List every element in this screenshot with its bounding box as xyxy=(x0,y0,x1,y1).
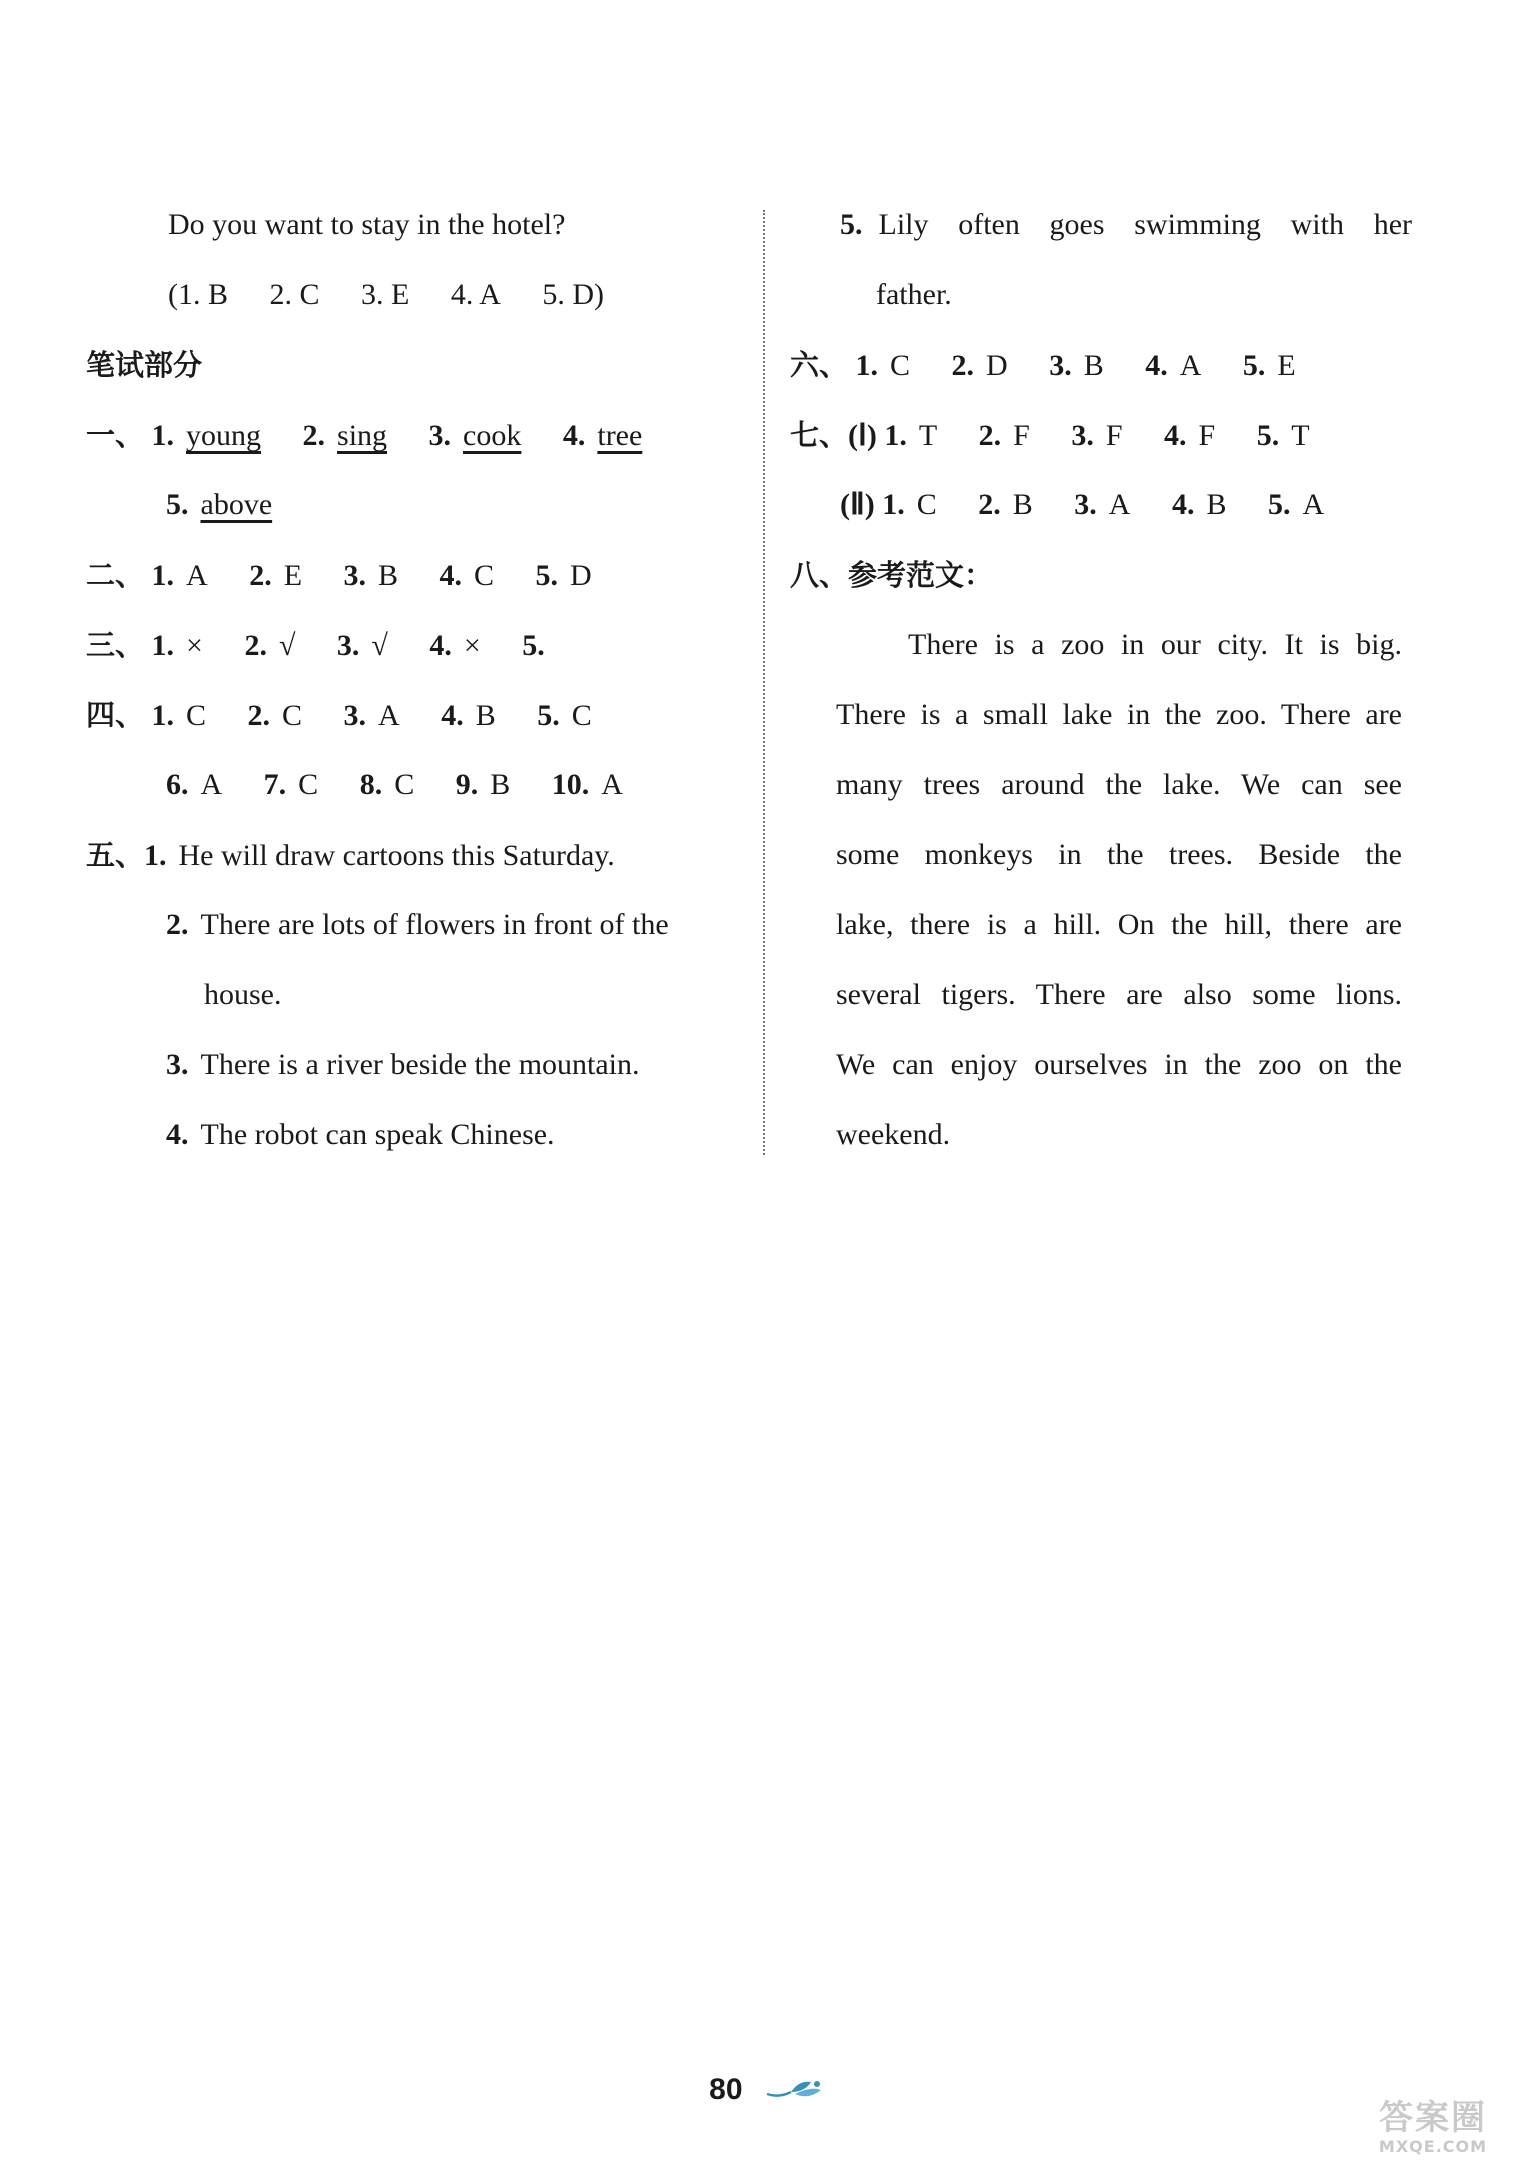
answer-item: 4. A xyxy=(450,278,501,311)
watermark-url: MXQE.COM xyxy=(1378,2137,1488,2156)
answer-word: young xyxy=(186,419,262,452)
answer-value: C xyxy=(282,699,303,732)
item-number: 3. xyxy=(343,559,367,592)
section-5-row-1 xyxy=(86,820,748,890)
watermark-logo xyxy=(1358,2098,1508,2162)
item-number: 2. xyxy=(166,908,189,941)
item-number: 5. xyxy=(1242,349,1266,382)
section-6-label: 六、 xyxy=(790,348,849,382)
answer-sentence-cont: house. xyxy=(204,978,282,1011)
answer-value: A xyxy=(200,768,223,801)
answer-word: above xyxy=(200,488,273,521)
page-footer xyxy=(0,2072,1536,2107)
answer-value: C xyxy=(186,699,207,732)
answer-value: A xyxy=(186,559,208,592)
answer-value: B xyxy=(378,559,399,592)
answer-sentence: He will draw cartoons this Saturday. xyxy=(178,839,615,872)
item-number: 4. xyxy=(429,629,452,662)
section-7-label: 七、 xyxy=(790,418,849,452)
answer-mark: × xyxy=(463,629,481,662)
answer-value: B xyxy=(475,699,496,732)
answer-value: D xyxy=(986,349,1008,382)
answer-value: C xyxy=(916,488,937,521)
item-number: 5. xyxy=(166,488,189,521)
answer-value: D xyxy=(570,559,592,592)
section-6-row xyxy=(790,330,1412,400)
right-column xyxy=(790,190,1412,1170)
section-3-label: 三、 xyxy=(86,628,145,662)
answer-value: T xyxy=(1291,419,1310,452)
answer-sentence: There is a river beside the mountain. xyxy=(200,1048,640,1081)
item-number: 2. xyxy=(978,488,1001,521)
answer-value: C xyxy=(890,349,911,382)
section-7-row-1 xyxy=(790,400,1412,470)
answer-item: 5. D) xyxy=(542,278,605,311)
item-number: 8. xyxy=(359,768,383,801)
item-number: 2. xyxy=(249,559,272,592)
sentence-line xyxy=(118,190,748,260)
section-2-row xyxy=(86,540,748,610)
section-2-label: 二、 xyxy=(86,558,145,592)
answer-value: C xyxy=(298,768,319,801)
section-4-row xyxy=(86,680,748,750)
item-number: 4. xyxy=(441,699,464,732)
section-5-label: 五、 xyxy=(86,838,145,872)
item-number: 1. xyxy=(151,419,175,452)
item-number: 4. xyxy=(1164,419,1187,452)
item-number: 3. xyxy=(336,629,360,662)
column-divider xyxy=(763,210,765,1155)
answer-value: E xyxy=(1277,349,1296,382)
section-8-heading xyxy=(790,540,1412,610)
part-label: (Ⅰ) xyxy=(848,419,877,452)
answer-value: A xyxy=(378,699,400,732)
answer-value: C xyxy=(474,559,495,592)
essay-line: weekend. xyxy=(836,1118,951,1151)
answer-mark: × xyxy=(186,629,203,662)
answer-sentence-cont: father. xyxy=(876,278,952,311)
answer-value: A xyxy=(1302,488,1325,521)
section-5-row-2 xyxy=(118,890,748,960)
leaf-ornament-icon xyxy=(765,2076,827,2104)
section-5-row-4 xyxy=(118,1100,748,1170)
item-number: 1. xyxy=(151,559,175,592)
section-4-label: 四、 xyxy=(86,698,145,732)
essay-line: There is a small lake in the zoo. There are xyxy=(836,698,1402,731)
essay-line: many trees around the lake. We can see xyxy=(836,768,1402,801)
essay-line: several tigers. There are also some lions. xyxy=(836,978,1402,1011)
item-number: 2. xyxy=(247,699,271,732)
answer-item: 3. E xyxy=(361,278,410,311)
answer-value: B xyxy=(1012,488,1033,521)
page-number: 80 xyxy=(709,2073,743,2107)
right-sentence-5 xyxy=(790,190,1412,260)
item-number: 7. xyxy=(263,768,287,801)
answer-sentence: The robot can speak Chinese. xyxy=(200,1118,555,1151)
answer-value: C xyxy=(571,699,592,732)
item-number: 4. xyxy=(1171,488,1195,521)
part-label: (Ⅱ) xyxy=(840,488,875,521)
item-number: 1. xyxy=(151,699,175,732)
answer-word: tree xyxy=(597,419,643,452)
answer-value: B xyxy=(1083,349,1104,382)
item-number: 3. xyxy=(1071,419,1094,452)
watermark-text: 答案圈 xyxy=(1379,2098,1487,2138)
left-column xyxy=(86,190,748,1170)
answer-word: sing xyxy=(337,419,388,452)
item-number: 5. xyxy=(535,559,559,592)
answer-word: cook xyxy=(463,419,522,452)
section-7-row-2 xyxy=(790,470,1412,540)
item-number: 6. xyxy=(166,768,189,801)
section-heading: 笔试部分 xyxy=(86,348,203,382)
section-1-row xyxy=(86,400,748,470)
item-number: 5. xyxy=(537,699,560,732)
section-5-row-3 xyxy=(118,1030,748,1100)
answer-value: F xyxy=(1013,419,1030,452)
item-number: 1. xyxy=(151,629,175,662)
section-1-label: 一、 xyxy=(86,418,145,452)
essay-line: There is a zoo in our city. It is big. xyxy=(908,628,1402,661)
item-number: 10. xyxy=(551,768,590,801)
item-number: 2. xyxy=(951,349,975,382)
answer-sentence: There are lots of flowers in front of the xyxy=(200,908,669,941)
item-number: 2. xyxy=(244,629,267,662)
item-number: 3. xyxy=(428,419,452,452)
answer-value: F xyxy=(1105,419,1123,452)
answer-value: A xyxy=(1179,349,1202,382)
item-number: 3. xyxy=(343,699,367,732)
item-number: 4. xyxy=(166,1118,189,1151)
answer-value: T xyxy=(918,419,938,452)
answer-value: F xyxy=(1198,419,1216,452)
section-5-row-2-cont xyxy=(118,960,748,1030)
item-number: 5. xyxy=(1256,419,1280,452)
essay-line: We can enjoy ourselves in the zoo on the xyxy=(836,1048,1402,1081)
item-number: 3. xyxy=(166,1048,189,1081)
section-heading-line xyxy=(86,330,748,400)
essay-line: lake, there is a hill. On the hill, there are xyxy=(836,908,1402,941)
section-3-row xyxy=(86,610,748,680)
item-number: 4. xyxy=(1145,349,1168,382)
item-number: 4. xyxy=(439,559,463,592)
item-number: 3. xyxy=(1049,349,1072,382)
item-number: 1. xyxy=(884,419,907,452)
answer-item: 2. C xyxy=(269,278,320,311)
item-number: 9. xyxy=(455,768,479,801)
answer-item: (1. B xyxy=(168,278,228,311)
right-sentence-5-cont xyxy=(790,260,1412,330)
listening-answers xyxy=(118,260,748,330)
item-number: 1. xyxy=(855,349,879,382)
answer-mark: √ xyxy=(371,629,388,662)
answer-sentence: Lily often goes swimming with her xyxy=(878,208,1412,241)
item-number: 1. xyxy=(144,839,167,872)
item-number: 2. xyxy=(302,419,326,452)
item-number: 2. xyxy=(978,419,1002,452)
item-number: 4. xyxy=(562,419,586,452)
section-4-row-2 xyxy=(118,750,748,820)
answer-value: B xyxy=(490,768,511,801)
sentence-text: Do you want to stay in the hotel? xyxy=(168,208,566,241)
answer-value: B xyxy=(1206,488,1227,521)
section-8-label: 八、参考范文： xyxy=(790,558,994,592)
answer-value: E xyxy=(283,559,303,592)
answer-mark: √ xyxy=(278,629,296,662)
item-number: 1. xyxy=(882,488,905,521)
item-number: 5. xyxy=(522,629,545,662)
item-number: 5. xyxy=(1267,488,1291,521)
model-essay xyxy=(790,610,1402,1170)
item-number: 5. xyxy=(840,208,863,241)
answer-value: C xyxy=(394,768,415,801)
section-1-cont-row xyxy=(118,470,748,540)
essay-line: some monkeys in the trees. Beside the xyxy=(836,838,1402,871)
item-number: 3. xyxy=(1074,488,1097,521)
answer-value: A xyxy=(1108,488,1131,521)
answer-value: A xyxy=(601,768,623,801)
